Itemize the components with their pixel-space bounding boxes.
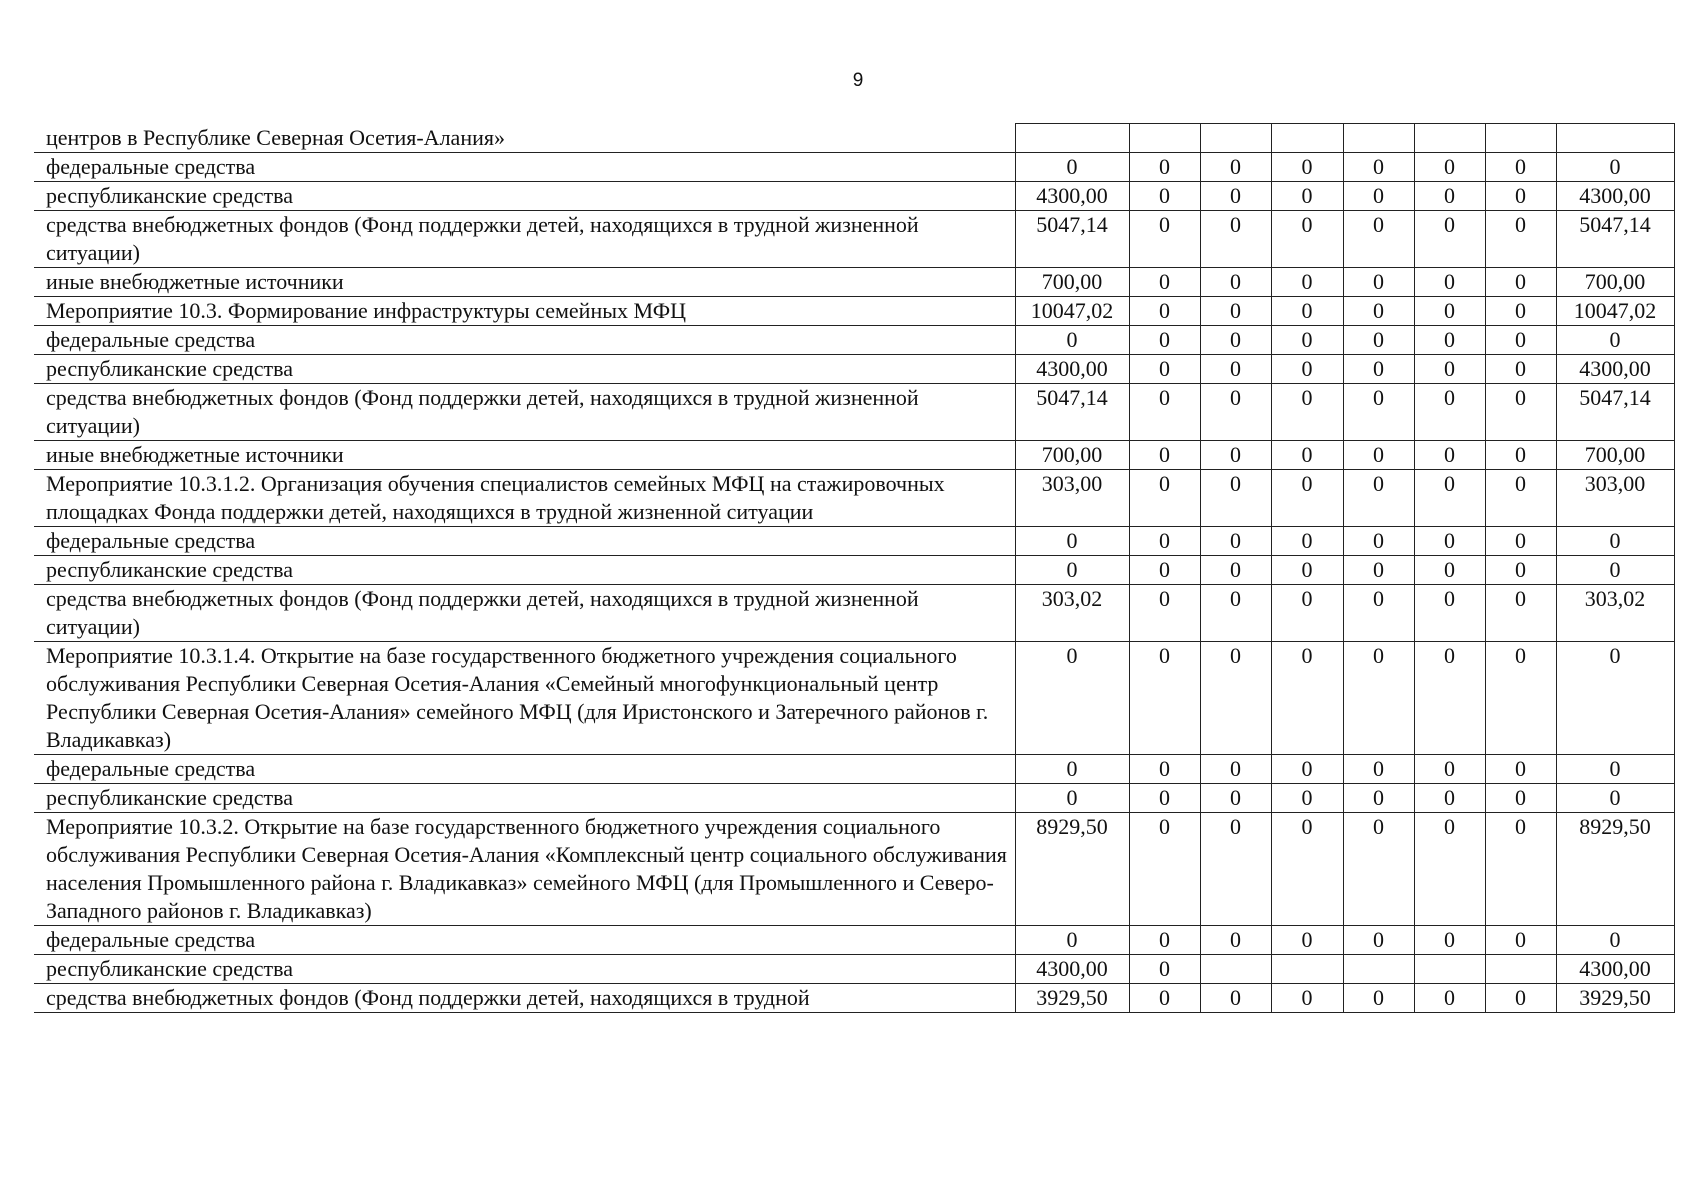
value-cell: 0 (1343, 783, 1414, 812)
value-cell: 0 (1200, 641, 1271, 754)
value-cell: 0 (1200, 555, 1271, 584)
table-row (34, 152, 1674, 181)
value-cell: 0 (1414, 983, 1485, 1012)
value-cell: 0 (1129, 440, 1200, 469)
row-total-cell: 303,00 (1556, 469, 1674, 526)
row-label: иные внебюджетные источники (34, 267, 1015, 296)
value-cell: 4300,00 (1015, 354, 1129, 383)
row-total-cell: 700,00 (1556, 267, 1674, 296)
value-cell (1015, 124, 1129, 153)
value-cell: 0 (1200, 354, 1271, 383)
table-row (34, 812, 1674, 925)
row-label: федеральные средства (34, 925, 1015, 954)
table-row (34, 325, 1674, 354)
value-cell: 0 (1414, 296, 1485, 325)
table-row (34, 954, 1674, 983)
value-cell: 0 (1343, 925, 1414, 954)
value-cell: 0 (1485, 383, 1556, 440)
value-cell: 0 (1343, 440, 1414, 469)
row-total-cell (1556, 124, 1674, 153)
row-label: средства внебюджетных фондов (Фонд поддержки детей, находящихся в трудной жизненной ситуации) (34, 210, 1015, 267)
value-cell: 700,00 (1015, 440, 1129, 469)
value-cell: 0 (1485, 354, 1556, 383)
value-cell: 700,00 (1015, 267, 1129, 296)
row-label: Мероприятие 10.3.1.2. Организация обучения специалистов семейных МФЦ на стажировочных площадках Фонда поддержки детей, находящихся в трудной жизненной ситуации (34, 469, 1015, 526)
value-cell: 0 (1271, 555, 1343, 584)
value-cell (1271, 124, 1343, 153)
value-cell: 0 (1200, 267, 1271, 296)
value-cell: 0 (1343, 267, 1414, 296)
value-cell (1414, 124, 1485, 153)
value-cell: 0 (1129, 641, 1200, 754)
value-cell: 0 (1129, 812, 1200, 925)
value-cell: 0 (1343, 181, 1414, 210)
value-cell: 0 (1271, 812, 1343, 925)
row-total-cell: 4300,00 (1556, 954, 1674, 983)
table-row (34, 210, 1674, 267)
value-cell: 0 (1485, 983, 1556, 1012)
row-label: средства внебюджетных фондов (Фонд поддержки детей, находящихся в трудной жизненной ситуации) (34, 584, 1015, 641)
table-row (34, 469, 1674, 526)
value-cell: 0 (1414, 469, 1485, 526)
value-cell: 0 (1129, 783, 1200, 812)
value-cell: 0 (1271, 152, 1343, 181)
page-number: 9 (852, 70, 864, 91)
value-cell: 0 (1485, 555, 1556, 584)
row-total-cell: 0 (1556, 783, 1674, 812)
value-cell: 0 (1343, 641, 1414, 754)
value-cell: 0 (1343, 210, 1414, 267)
value-cell: 10047,02 (1015, 296, 1129, 325)
value-cell: 0 (1200, 210, 1271, 267)
value-cell: 0 (1485, 210, 1556, 267)
table-body (34, 124, 1674, 1013)
value-cell: 0 (1129, 526, 1200, 555)
value-cell: 0 (1485, 440, 1556, 469)
value-cell: 0 (1271, 354, 1343, 383)
value-cell: 0 (1271, 267, 1343, 296)
row-label: республиканские средства (34, 555, 1015, 584)
value-cell: 0 (1200, 383, 1271, 440)
value-cell (1343, 954, 1414, 983)
value-cell: 0 (1015, 526, 1129, 555)
value-cell: 0 (1129, 354, 1200, 383)
table-row (34, 526, 1674, 555)
value-cell: 0 (1271, 526, 1343, 555)
value-cell: 0 (1343, 296, 1414, 325)
row-label: республиканские средства (34, 954, 1015, 983)
value-cell (1271, 954, 1343, 983)
table-row (34, 925, 1674, 954)
value-cell (1414, 954, 1485, 983)
value-cell: 303,02 (1015, 584, 1129, 641)
value-cell: 0 (1015, 783, 1129, 812)
row-label: Мероприятие 10.3. Формирование инфраструктуры семейных МФЦ (34, 296, 1015, 325)
value-cell: 0 (1200, 325, 1271, 354)
value-cell: 0 (1200, 440, 1271, 469)
value-cell: 0 (1271, 584, 1343, 641)
value-cell: 4300,00 (1015, 954, 1129, 983)
value-cell: 0 (1129, 754, 1200, 783)
value-cell: 0 (1343, 983, 1414, 1012)
value-cell: 0 (1129, 296, 1200, 325)
row-label: республиканские средства (34, 354, 1015, 383)
value-cell: 0 (1129, 325, 1200, 354)
row-total-cell: 0 (1556, 325, 1674, 354)
row-total-cell: 0 (1556, 152, 1674, 181)
value-cell: 0 (1485, 584, 1556, 641)
value-cell: 0 (1271, 210, 1343, 267)
value-cell: 0 (1414, 181, 1485, 210)
row-total-cell: 700,00 (1556, 440, 1674, 469)
row-label: центров в Республике Северная Осетия-Алания» (34, 124, 1015, 153)
value-cell: 0 (1485, 754, 1556, 783)
value-cell: 0 (1129, 555, 1200, 584)
value-cell: 0 (1343, 152, 1414, 181)
value-cell: 0 (1015, 555, 1129, 584)
value-cell: 0 (1271, 754, 1343, 783)
row-label: республиканские средства (34, 783, 1015, 812)
value-cell: 0 (1271, 181, 1343, 210)
value-cell: 0 (1200, 925, 1271, 954)
value-cell: 0 (1414, 440, 1485, 469)
value-cell: 0 (1485, 267, 1556, 296)
value-cell: 0 (1129, 267, 1200, 296)
value-cell: 0 (1271, 983, 1343, 1012)
row-label: федеральные средства (34, 325, 1015, 354)
value-cell: 3929,50 (1015, 983, 1129, 1012)
row-label: средства внебюджетных фондов (Фонд поддержки детей, находящихся в трудной жизненной ситуации) (34, 383, 1015, 440)
value-cell: 0 (1200, 584, 1271, 641)
value-cell: 0 (1200, 469, 1271, 526)
table-row (34, 584, 1674, 641)
value-cell: 303,00 (1015, 469, 1129, 526)
row-total-cell: 0 (1556, 555, 1674, 584)
row-label: иные внебюджетные источники (34, 440, 1015, 469)
value-cell: 0 (1414, 812, 1485, 925)
table-row (34, 783, 1674, 812)
value-cell: 0 (1271, 641, 1343, 754)
value-cell (1200, 954, 1271, 983)
value-cell: 0 (1129, 181, 1200, 210)
row-total-cell: 3929,50 (1556, 983, 1674, 1012)
value-cell: 0 (1414, 210, 1485, 267)
value-cell: 0 (1271, 296, 1343, 325)
value-cell: 0 (1343, 526, 1414, 555)
row-label: республиканские средства (34, 181, 1015, 210)
value-cell: 0 (1343, 325, 1414, 354)
row-label: федеральные средства (34, 754, 1015, 783)
value-cell: 0 (1271, 783, 1343, 812)
table-row (34, 181, 1674, 210)
value-cell: 0 (1343, 584, 1414, 641)
value-cell: 0 (1271, 383, 1343, 440)
value-cell: 0 (1485, 296, 1556, 325)
value-cell: 5047,14 (1015, 383, 1129, 440)
value-cell: 0 (1015, 152, 1129, 181)
value-cell: 0 (1129, 152, 1200, 181)
value-cell: 0 (1200, 783, 1271, 812)
value-cell: 0 (1343, 469, 1414, 526)
row-total-cell: 0 (1556, 925, 1674, 954)
value-cell: 0 (1414, 354, 1485, 383)
value-cell: 0 (1485, 325, 1556, 354)
row-total-cell: 8929,50 (1556, 812, 1674, 925)
value-cell: 0 (1200, 152, 1271, 181)
value-cell: 0 (1485, 152, 1556, 181)
row-label: средства внебюджетных фондов (Фонд поддержки детей, находящихся в трудной (34, 983, 1015, 1012)
value-cell: 0 (1129, 210, 1200, 267)
value-cell: 0 (1414, 267, 1485, 296)
value-cell: 0 (1271, 469, 1343, 526)
row-total-cell: 5047,14 (1556, 383, 1674, 440)
value-cell: 0 (1414, 383, 1485, 440)
value-cell: 0 (1485, 181, 1556, 210)
row-label: Мероприятие 10.3.1.4. Открытие на базе государственного бюджетного учреждения социального обслуживания Республики Северная Осетия-Алания «Семейный многофункциональный центр Республики Северная Осетия-Алания» семейного МФЦ (для Иристонского и Затеречного районов г. Владикавказ) (34, 641, 1015, 754)
budget-table (34, 123, 1675, 1013)
row-total-cell: 5047,14 (1556, 210, 1674, 267)
row-total-cell: 0 (1556, 526, 1674, 555)
row-label: федеральные средства (34, 152, 1015, 181)
row-label: Мероприятие 10.3.2. Открытие на базе государственного бюджетного учреждения социального обслуживания Республики Северная Осетия-Алания «Комплексный центр социального обслуживания населения Промышленного района г. Владикавказ» семейного МФЦ (для Промышленного и Северо-Западного районов г. Владикавказ) (34, 812, 1015, 925)
value-cell: 0 (1414, 526, 1485, 555)
value-cell: 0 (1343, 754, 1414, 783)
row-total-cell: 303,02 (1556, 584, 1674, 641)
table-row (34, 754, 1674, 783)
value-cell: 0 (1015, 925, 1129, 954)
value-cell: 0 (1200, 754, 1271, 783)
value-cell: 0 (1485, 526, 1556, 555)
value-cell: 0 (1129, 383, 1200, 440)
table-row (34, 983, 1674, 1012)
table-row (34, 555, 1674, 584)
table-row (34, 383, 1674, 440)
value-cell: 0 (1129, 925, 1200, 954)
value-cell: 0 (1343, 812, 1414, 925)
value-cell: 0 (1414, 152, 1485, 181)
value-cell: 0 (1414, 641, 1485, 754)
table-row (34, 440, 1674, 469)
value-cell: 0 (1485, 812, 1556, 925)
table-row (34, 124, 1674, 153)
value-cell: 0 (1414, 584, 1485, 641)
value-cell: 0 (1271, 325, 1343, 354)
row-total-cell: 4300,00 (1556, 354, 1674, 383)
value-cell: 0 (1485, 641, 1556, 754)
table-row (34, 296, 1674, 325)
value-cell: 0 (1200, 296, 1271, 325)
value-cell: 5047,14 (1015, 210, 1129, 267)
value-cell: 4300,00 (1015, 181, 1129, 210)
value-cell (1343, 124, 1414, 153)
table-row (34, 267, 1674, 296)
table-row (34, 354, 1674, 383)
value-cell: 0 (1414, 925, 1485, 954)
value-cell: 0 (1200, 983, 1271, 1012)
value-cell: 0 (1129, 584, 1200, 641)
value-cell (1485, 954, 1556, 983)
value-cell: 0 (1414, 783, 1485, 812)
value-cell: 0 (1200, 526, 1271, 555)
value-cell: 0 (1343, 354, 1414, 383)
value-cell: 0 (1414, 325, 1485, 354)
value-cell: 0 (1129, 469, 1200, 526)
value-cell (1200, 124, 1271, 153)
row-total-cell: 0 (1556, 754, 1674, 783)
row-label: федеральные средства (34, 526, 1015, 555)
value-cell: 0 (1015, 641, 1129, 754)
table-row (34, 641, 1674, 754)
value-cell: 0 (1343, 383, 1414, 440)
value-cell: 0 (1485, 469, 1556, 526)
value-cell: 0 (1414, 754, 1485, 783)
value-cell: 0 (1200, 812, 1271, 925)
value-cell: 0 (1343, 555, 1414, 584)
row-total-cell: 10047,02 (1556, 296, 1674, 325)
value-cell: 0 (1129, 983, 1200, 1012)
value-cell: 0 (1129, 954, 1200, 983)
value-cell: 0 (1485, 783, 1556, 812)
row-total-cell: 0 (1556, 641, 1674, 754)
row-total-cell: 4300,00 (1556, 181, 1674, 210)
value-cell: 0 (1485, 925, 1556, 954)
value-cell: 8929,50 (1015, 812, 1129, 925)
value-cell: 0 (1015, 325, 1129, 354)
value-cell (1485, 124, 1556, 153)
value-cell: 0 (1414, 555, 1485, 584)
value-cell: 0 (1200, 181, 1271, 210)
value-cell: 0 (1015, 754, 1129, 783)
value-cell: 0 (1271, 440, 1343, 469)
value-cell (1129, 124, 1200, 153)
value-cell: 0 (1271, 925, 1343, 954)
